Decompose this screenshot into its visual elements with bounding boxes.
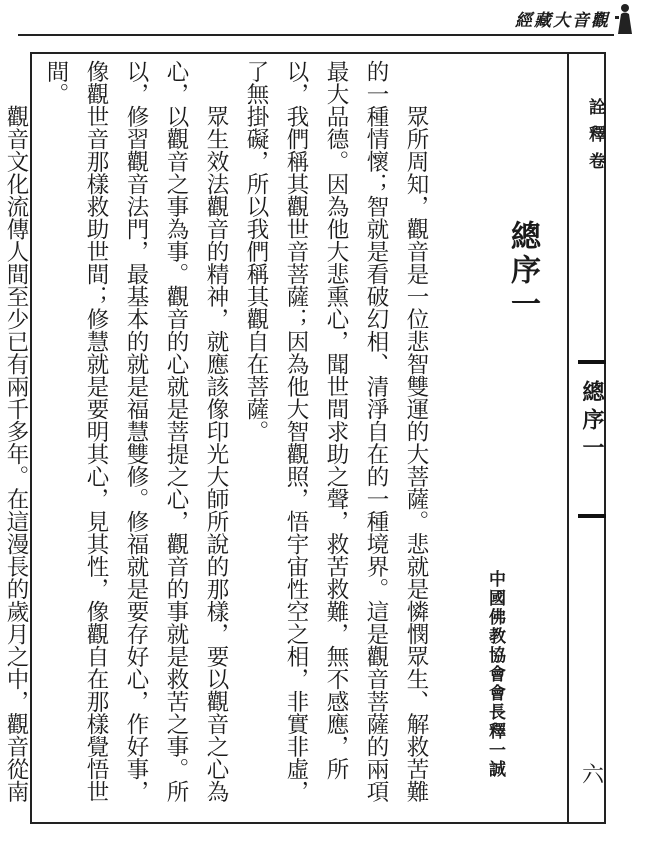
paragraph: 眾生效法觀音的精神，就應該像印光大師所說的那樣，要以觀音之心為心，以觀音之事為事。觀音的心就是菩提之心，觀音的事就是救苦之事。所以，修習觀音法門，最基本的就是福慧雙修。修福就是要存好心，作好事，像觀世音那樣救助世間；修慧就是要明其心，見其性，像觀自在那樣覺悟世間。 <box>43 60 229 803</box>
margin-divider <box>567 52 569 824</box>
page-number: 六 <box>582 763 605 788</box>
section-marker-title: 總序一 <box>579 380 605 464</box>
header-rule <box>18 34 614 36</box>
author-line: 中國佛教協會會長釋一誠 <box>485 570 505 779</box>
section-marker <box>570 360 614 520</box>
body-text <box>3 60 436 818</box>
chapter-title: 總序一 <box>505 220 540 322</box>
guanyin-figure-icon <box>614 2 636 34</box>
bracket-top <box>578 360 606 364</box>
paragraph: 觀音文化流傳人間至少已有兩千多年。在這漫長的歲月之中，觀音從南 <box>3 105 29 803</box>
volume-label: 詮釋卷 <box>585 98 605 179</box>
series-title: 經藏大音觀 <box>515 10 610 31</box>
series-brand <box>515 2 636 34</box>
header <box>0 0 650 44</box>
bracket-bottom <box>578 514 606 518</box>
paragraph: 眾所周知，觀音是一位悲智雙運的大菩薩。悲就是憐憫眾生、解救苦難的一種情懷；智就是看破幻相、清淨自在的一種境界。這是觀音菩薩的兩項最大品德。因為他大悲熏心，聞世間求助之聲，救苦救難，無不感應，所以，我們稱其觀世音菩薩；因為他大智觀照，悟宇宙性空之相，非實非虛，了無掛礙，所以我們稱其觀自在菩薩。 <box>243 60 429 803</box>
main-text-area <box>3 60 562 818</box>
